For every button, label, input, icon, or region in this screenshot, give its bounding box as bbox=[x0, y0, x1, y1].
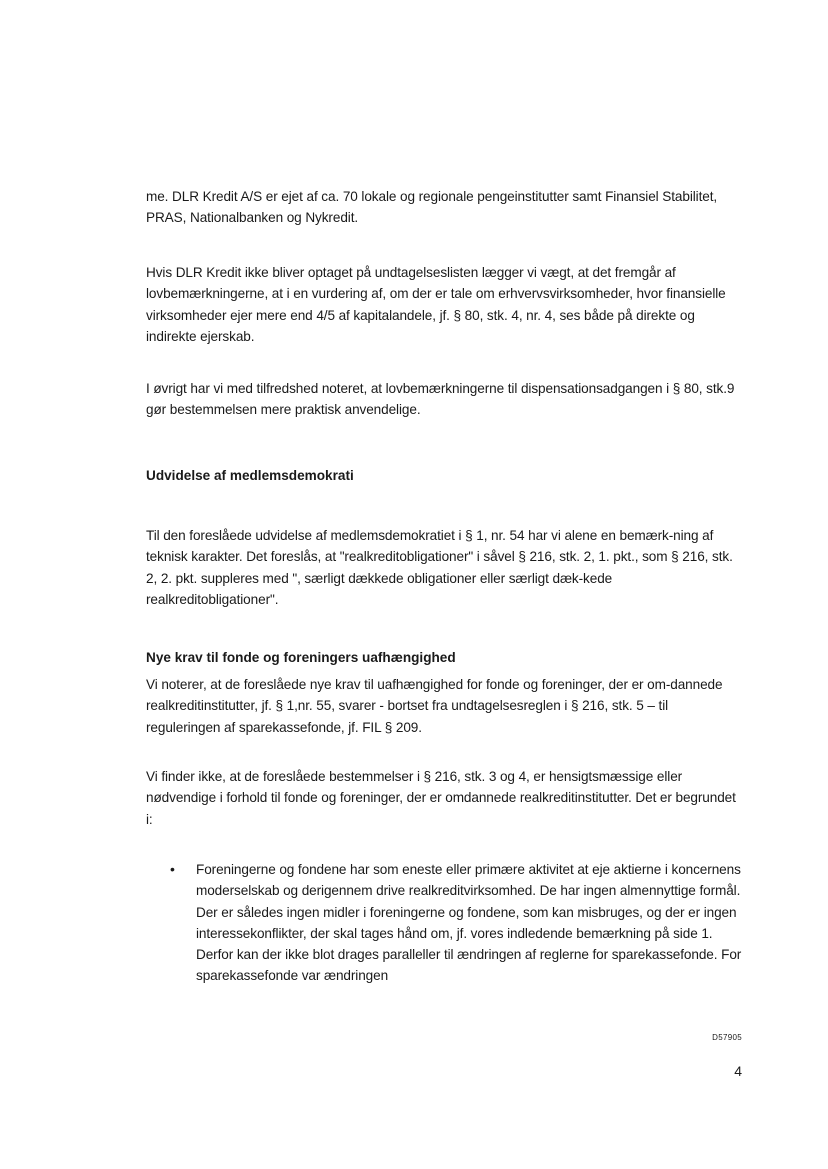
paragraph-independence: Vi noterer, at de foreslåede nye krav til uafhængighed for fonde og foreninger, der er om-dannede realkreditinstitutter, jf. § 1,nr. 55, svarer - bortset fra undtagelsesreglen i § 216, stk. 5 – til reguleringen af sparekassefonde, jf. FIL § 209. bbox=[146, 677, 723, 735]
paragraph-ownership: me. DLR Kredit A/S er ejet af ca. 70 lokale og regionale pengeinstitutter samt Finansiel Stabilitet, PRAS, Nationalbanken og Nykredit. bbox=[146, 189, 718, 226]
paragraph-reasons: Vi finder ikke, at de foreslåede bestemmelser i § 216, stk. 3 og 4, er hensigtsmæssige eller nødvendige i forhold til fonde og foreninger, der er omdannede realkreditinstitutter. Det er begrundet i: bbox=[146, 769, 736, 827]
bullet-marker: • bbox=[170, 861, 175, 877]
heading-independence: Nye krav til fonde og foreningers uafhængighed bbox=[146, 650, 456, 665]
paragraph-dispensation: I øvrigt har vi med tilfredshed noteret, at lovbemærkningerne til dispensationsadgangen i § 80, stk.9 gør bestemmelsen mere praktisk anvendelige. bbox=[146, 381, 735, 418]
paragraph-exemption-list: Hvis DLR Kredit ikke bliver optaget på undtagelseslisten lægger vi vægt, at det fremgår af lovbemærkningerne, at i en vurdering af, om der er tale om erhvervsvirksomheder, hvor finansielle virksomheder ejer mere end 4/5 af kapitalandele, jf. § 80, stk. 4, nr. 4, ses både på direkte og indirekte ejerskab. bbox=[146, 265, 726, 344]
document-reference: D57905 bbox=[712, 1033, 742, 1042]
heading-member-democracy: Udvidelse af medlemsdemokrati bbox=[146, 468, 354, 483]
paragraph-member-democracy: Til den foreslåede udvidelse af medlemsdemokratiet i § 1, nr. 54 har vi alene en bemærk-ning af teknisk karakter. Det foreslås, at "realkreditobligationer" i såvel § 216, stk. 2, 1. pkt., som § 216, stk. 2, 2. pkt. suppleres med ", særligt dækkede obligationer eller særligt dæk-kede realkreditobligationer". bbox=[146, 528, 733, 607]
page-number: 4 bbox=[734, 1063, 742, 1079]
bullet-item-text: Foreningerne og fondene har som eneste eller primære aktivitet at eje aktierne i koncernens moderselskab og derigennem drive realkreditvirksomhed. De har ingen almennyttige formål. Der er således ingen midler i foreningerne og fondene, som kan misbruges, og der er ingen interessekonflikter, der skal tages hånd om, jf. vores indledende bemærkning på side 1. Derfor kan der ikke blot drages paralleller til ændringen af reglerne for sparekassefonde. For sparekassefonde var ændringen bbox=[196, 862, 742, 984]
